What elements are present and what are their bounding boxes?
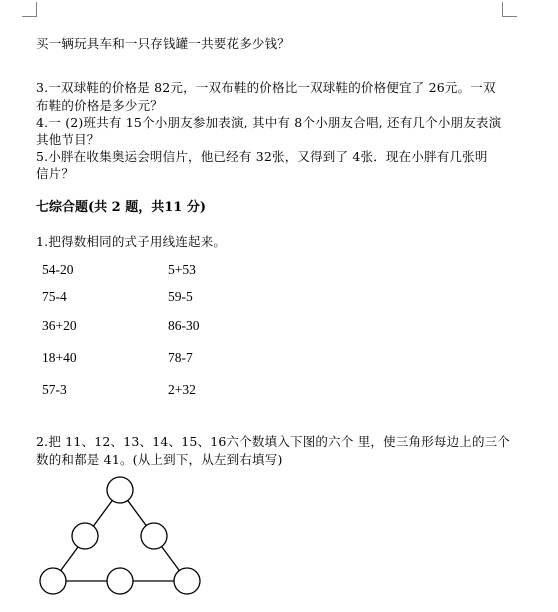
- left-expression: 57-3: [42, 382, 67, 397]
- question-4-line-1: 4.一 (2)班共有 15个小朋友参加表演, 其中有 8个小朋友合唱, 还有几个小朋友表演: [36, 115, 502, 130]
- triangle-question-line-2: 数的和都是 41。(从上到下，从左到右填写): [36, 452, 283, 467]
- right-expression: 2+32: [168, 382, 196, 397]
- left-expression: 75-4: [42, 289, 67, 304]
- question-4-line-2: 其他节目？: [36, 132, 100, 147]
- triangle-circle-top[interactable]: [107, 477, 133, 503]
- triangle-circle-bottom-right[interactable]: [174, 568, 200, 594]
- right-expression: 78-7: [168, 350, 193, 365]
- question-line: 买一辆玩具车和一只存钱罐一共要花多少钱？: [36, 36, 291, 51]
- right-expression: 59-5: [168, 289, 193, 304]
- question-5-line-2: 信片？: [36, 166, 75, 181]
- question-3-line-2: 布鞋的价格是多少元？: [36, 98, 164, 113]
- question-5-line-1: 5.小胖在收集奥运会明信片，他已经有 32张，又得到了 4张．现在小胖有几张明: [36, 149, 488, 164]
- question-3-line-1: 3.一双球鞋的价格是 82元，一双布鞋的价格比一双球鞋的价格便宜了 26元。一双: [36, 80, 496, 95]
- right-expression: 5+53: [168, 262, 196, 277]
- matching-question: 1.把得数相同的式子用线连起来。: [36, 234, 227, 249]
- triangle-circle-bottom-middle[interactable]: [107, 568, 133, 594]
- triangle-circle-mid-right[interactable]: [141, 523, 167, 549]
- left-expression: 54-20: [42, 262, 74, 277]
- triangle-question-line-1: 2.把 11、12、13、14、15、16六个数填入下图的六个 里，使三角形每边上的三个: [36, 434, 511, 449]
- section-heading: 七综合题(共 2 题，共11 分): [36, 200, 207, 215]
- right-expression: 86-30: [168, 318, 200, 333]
- triangle-circle-bottom-left[interactable]: [40, 568, 66, 594]
- left-expression: 36+20: [42, 318, 77, 333]
- triangle-circle-mid-left[interactable]: [72, 523, 98, 549]
- left-expression: 18+40: [42, 350, 77, 365]
